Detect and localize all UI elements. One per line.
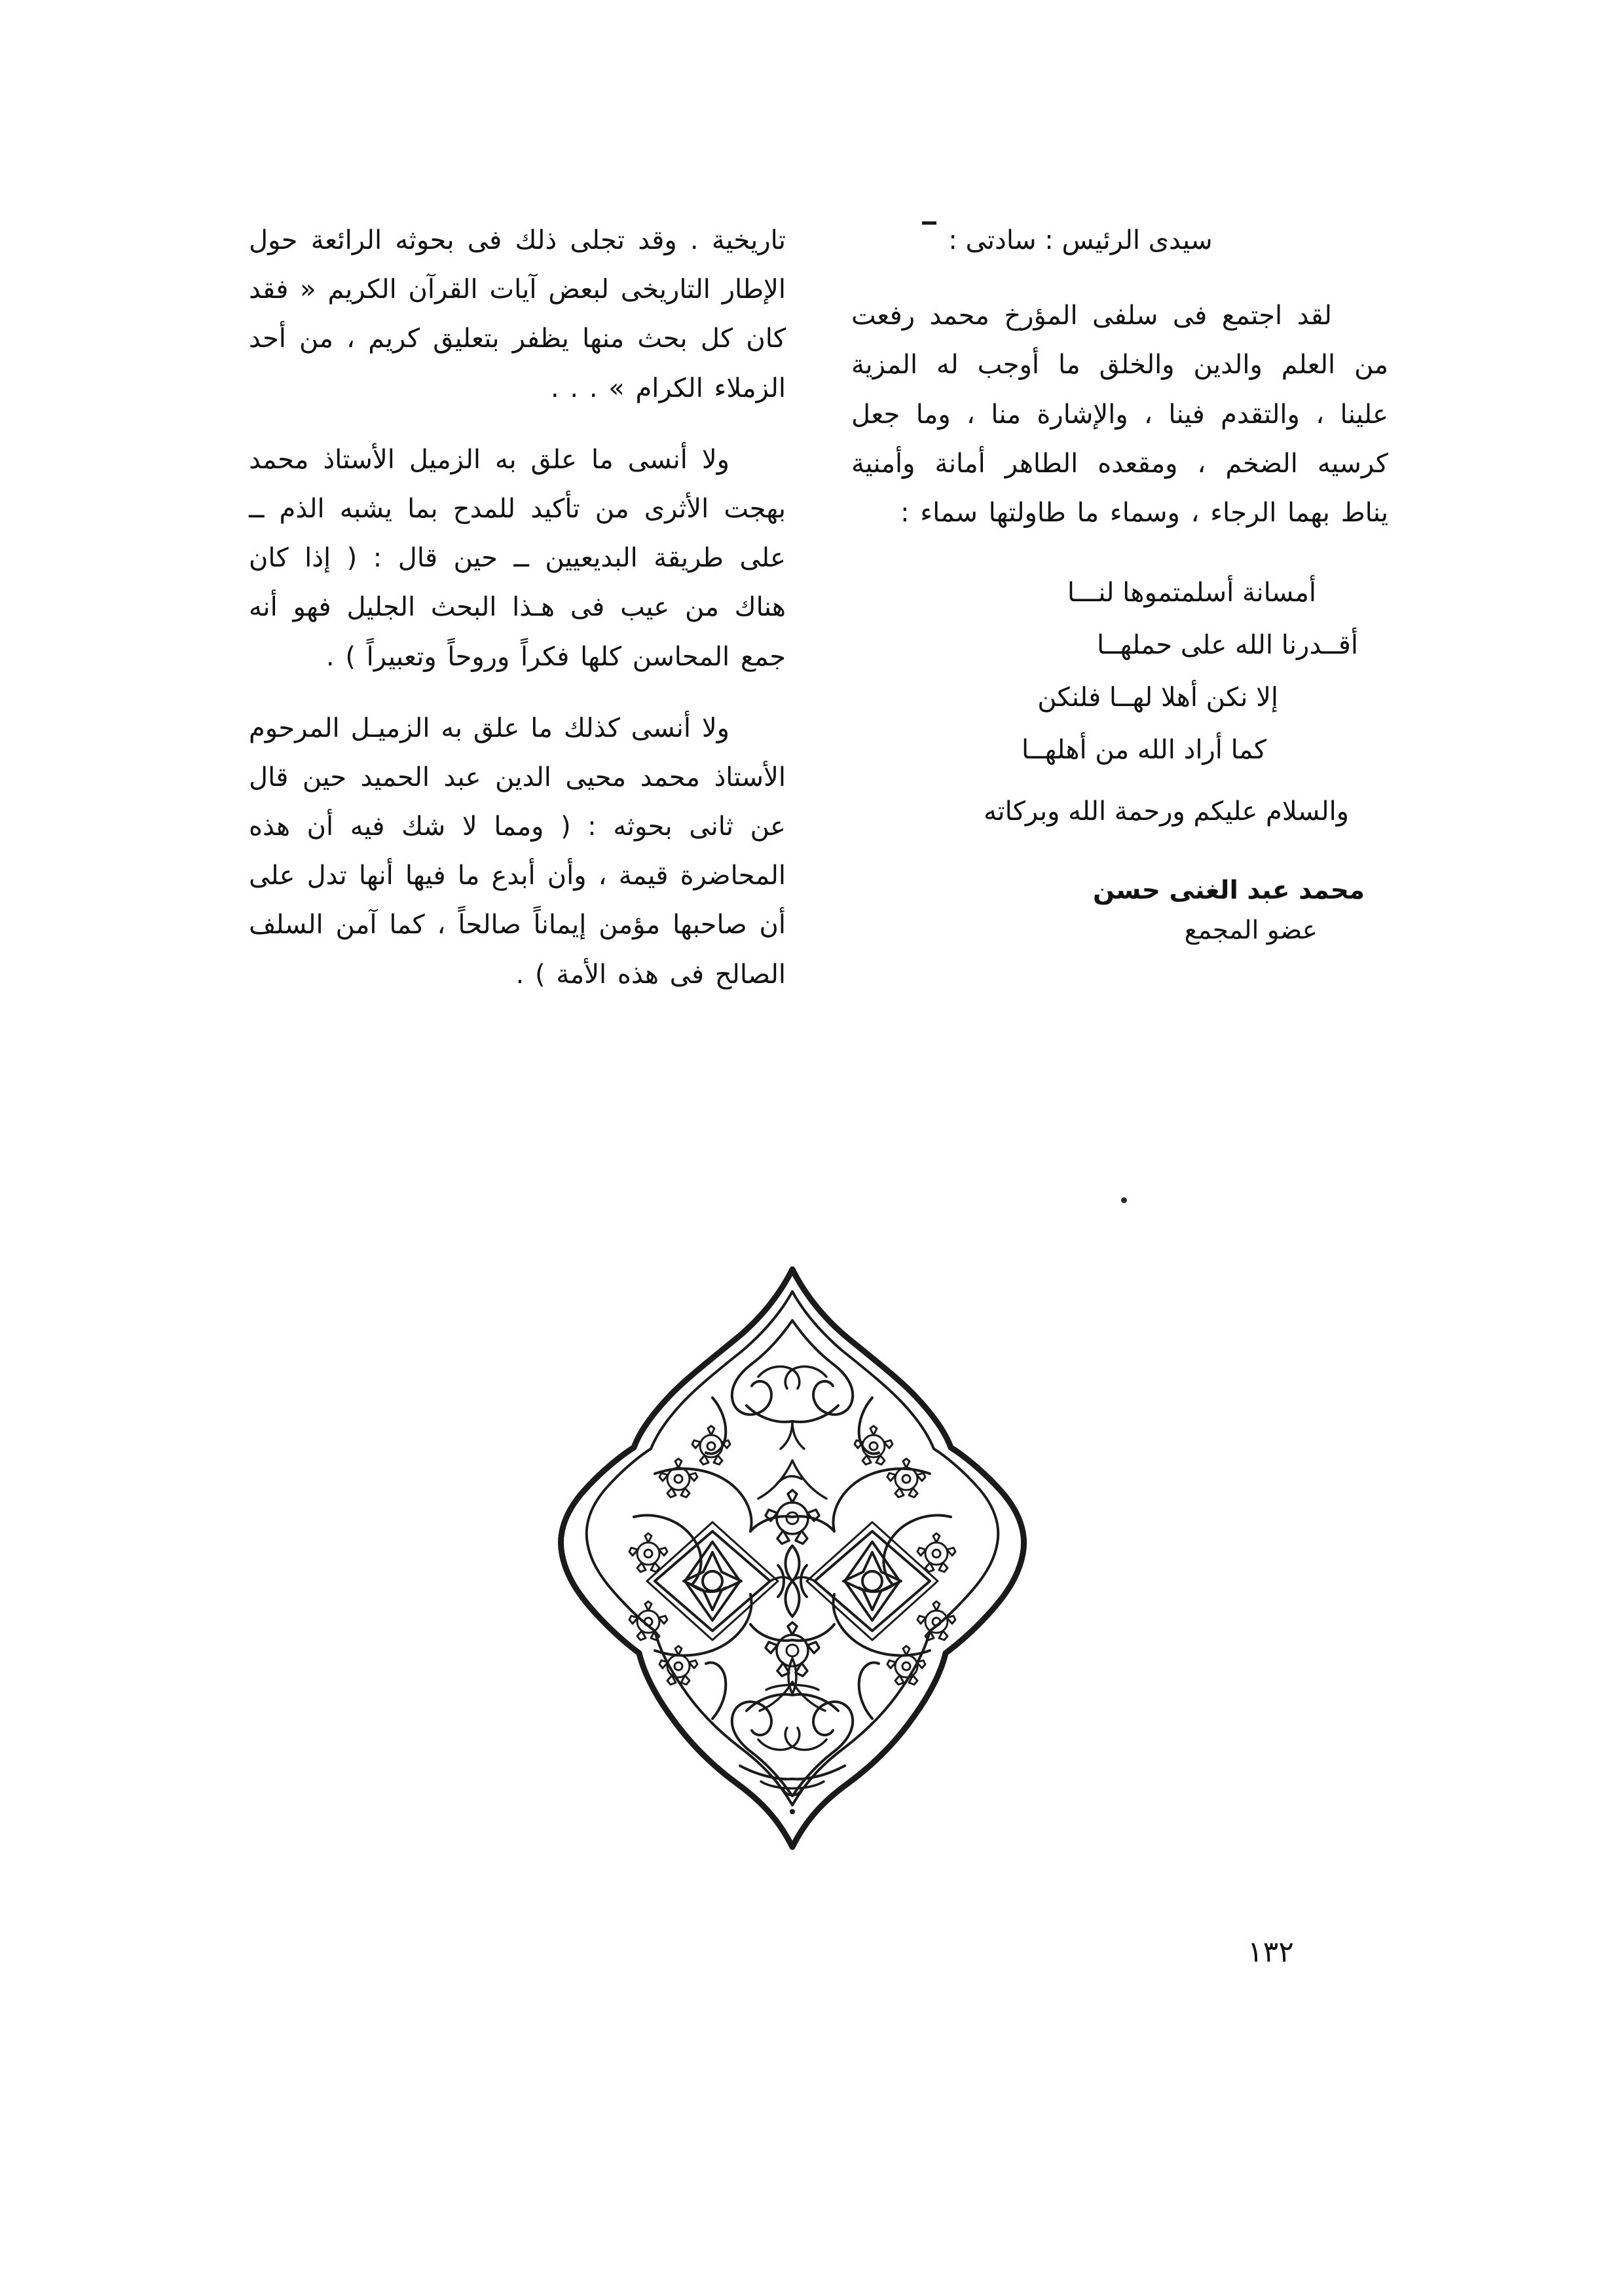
paragraph: ولا أنسى كذلك ما علق به الزميـل المرحوم الأستاذ محمد محيى الدين عبد الحميد حين قال عن ثانى بحوثه : ( ومما لا شك فيه أن هذه المحاضرة قيمة ، وأن أبدع ما فيها أنها تدل على أن صاحبها مؤمن إيماناً صالحاً ، كما آمن السلف الصالح فى هذه الأمة ) . [249, 713, 786, 990]
verse-line: كما أراد الله من أهلهــا [1022, 735, 1266, 766]
verse-line: إلا نكن أهلا لهــا فلنكن [1037, 682, 1278, 713]
arabesque-medallion-ornament [550, 1258, 1035, 1860]
signature-block [851, 872, 1388, 951]
signature-name: محمد عبد الغنى حسن [1092, 876, 1365, 906]
two-column-text-block [249, 216, 1401, 1212]
signature-title: عضو المجمع [1184, 915, 1318, 945]
text-column-left [851, 216, 1388, 1212]
salutation-line: سيدى الرئيس : سادتى : [948, 225, 1213, 255]
verse-line: أمسانة أسلمتموها لنـــا [1067, 578, 1316, 608]
poetry-verses [851, 567, 1388, 776]
paragraph: لقد اجتمع فى سلفى المؤرخ محمد رفعت من العلم والدين والخلق ما أوجب له المزية علينا ، والتقدم فينا ، والإشارة منا ، وما جعل كرسيه الضخم ، ومقعده الطاهر أمانة وأمنية يناط بهما الرجاء ، وسماء ما طاولتها سماء : [851, 301, 1388, 528]
ornament-outline [561, 1269, 1024, 1847]
paragraph: ولا أنسى ما علق به الزميل الأستاذ محمد بهجت الأثرى من تأكيد للمدح بما يشبه الذم ــ على طريقة البديعيين ــ حين قال : ( إذا كان هناك من عيب فى هـذا البحث الجليل فهو أنه جمع المحاسن كلها فكراً وروحاً وتعبيراً ) . [249, 444, 786, 672]
scan-artifact-dot [1121, 1197, 1127, 1203]
page-number: ١٣٢ [1247, 1935, 1294, 1969]
text-column-right [249, 216, 786, 1212]
closing-salutation: والسلام عليكم ورحمة الله وبركاته [984, 796, 1349, 827]
verse-line: أقــدرنا الله على حملهــا [1096, 630, 1358, 661]
paragraph: تاريخية . وقد تجلى ذلك فى بحوثه الرائعة حول الإطار التاريخى لبعض آيات القرآن الكريم « فقد كان كل بحث منها يظفر بتعليق كريم ، من أحد الزملاء الكرام » . . . [249, 225, 786, 403]
